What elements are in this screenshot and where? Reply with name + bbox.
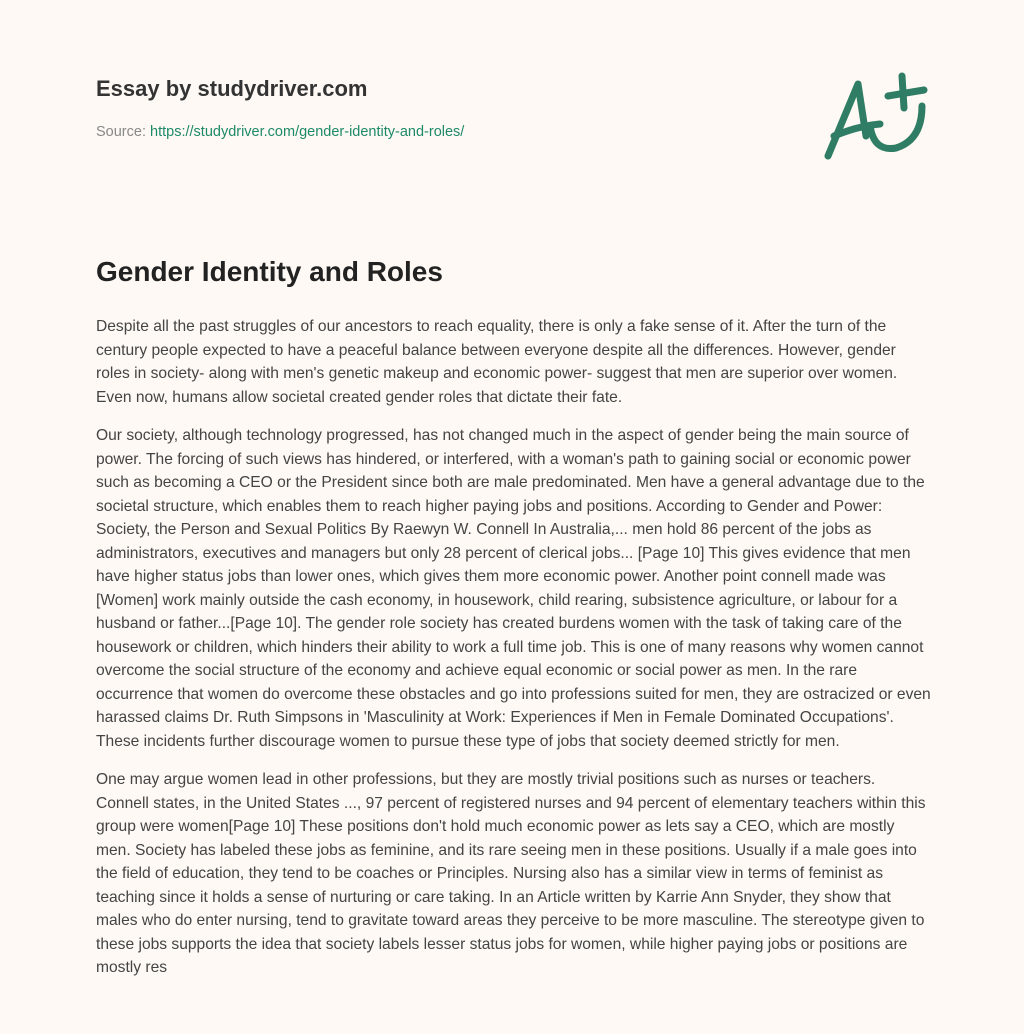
essay-body [96, 315, 932, 995]
essay-title: Gender Identity and Roles [96, 256, 443, 287]
essay-paragraph: One may argue women lead in other professions, but they are mostly trivial positions such as nurses or teachers. Connell states, in the United States ..., 97 percent of registered nurses and 94 percent of elementary teachers within this group were women[Page 10] These positions don't hold much economic power as lets say a CEO, which are mostly men. Society has labeled these jobs as feminine, and its rare seeing men in these positions. Usually if a male goes into the field of education, they tend to be coaches or Principles. Nursing also has a similar view in terms of feminist as teaching since it holds a sense of nurturing or care taking. In an Article written by Karrie Ann Snyder, they show that males who do enter nursing, tend to gravitate toward areas they perceive to be more masculine. The stereotype given to these jobs supports the idea that society labels lesser status jobs for women, while higher paying jobs or positions are mostly res [96, 771, 926, 976]
source-label: Source: [96, 124, 146, 140]
source-line [96, 124, 464, 140]
a-plus-logo-icon [818, 66, 934, 166]
essay-paragraph: Despite all the past struggles of our ancestors to reach equality, there is only a fake sense of it. After the turn of the century people expected to have a peaceful balance between everyone despite all the differences. However, gender roles in society- along with men's genetic makeup and economic power- suggest that men are superior over women. Even now, humans allow societal created gender roles that dictate their fate. [96, 318, 898, 406]
essay-paragraph: Our society, although technology progressed, has not changed much in the aspect of gender being the main source of power. The forcing of such views has hindered, or interfered, with a woman's path to gaining social or economic power such as becoming a CEO or the President since both are male predominated. Men have a general advantage due to the societal structure, which enables them to reach higher paying jobs and positions. According to Gender and Power: Society, the Person and Sexual Politics By Raewyn W. Connell In Australia,... men hold 86 percent of the jobs as administrators, executives and managers but only 28 percent of clerical jobs... [Page 10] This gives evidence that men have higher status jobs than lower ones, which gives them more economic power. Another point connell made was [Women] work mainly outside the cash economy, in housework, child rearing, subsistence agriculture, or labour for a husband or father...[Page 10]. The gender role society has created burdens women with the task of taking care of the housework or children, which hinders their ability to work a full time job. This is one of many reasons why women cannot overcome the social structure of the economy and achieve equal economic or social power as men. In the rare occurrence that women do overcome these obstacles and go into professions suited for men, they are ostracized or even harassed claims Dr. Ruth Simpsons in 'Masculinity at Work: Experiences if Men in Female Dominated Occupations'. These incidents further discourage women to pursue these type of jobs that society deemed strictly for men. [96, 427, 931, 750]
site-title: Essay by studydriver.com [96, 76, 368, 101]
source-link[interactable]: https://studydriver.com/gender-identity-and-roles/ [150, 124, 465, 140]
